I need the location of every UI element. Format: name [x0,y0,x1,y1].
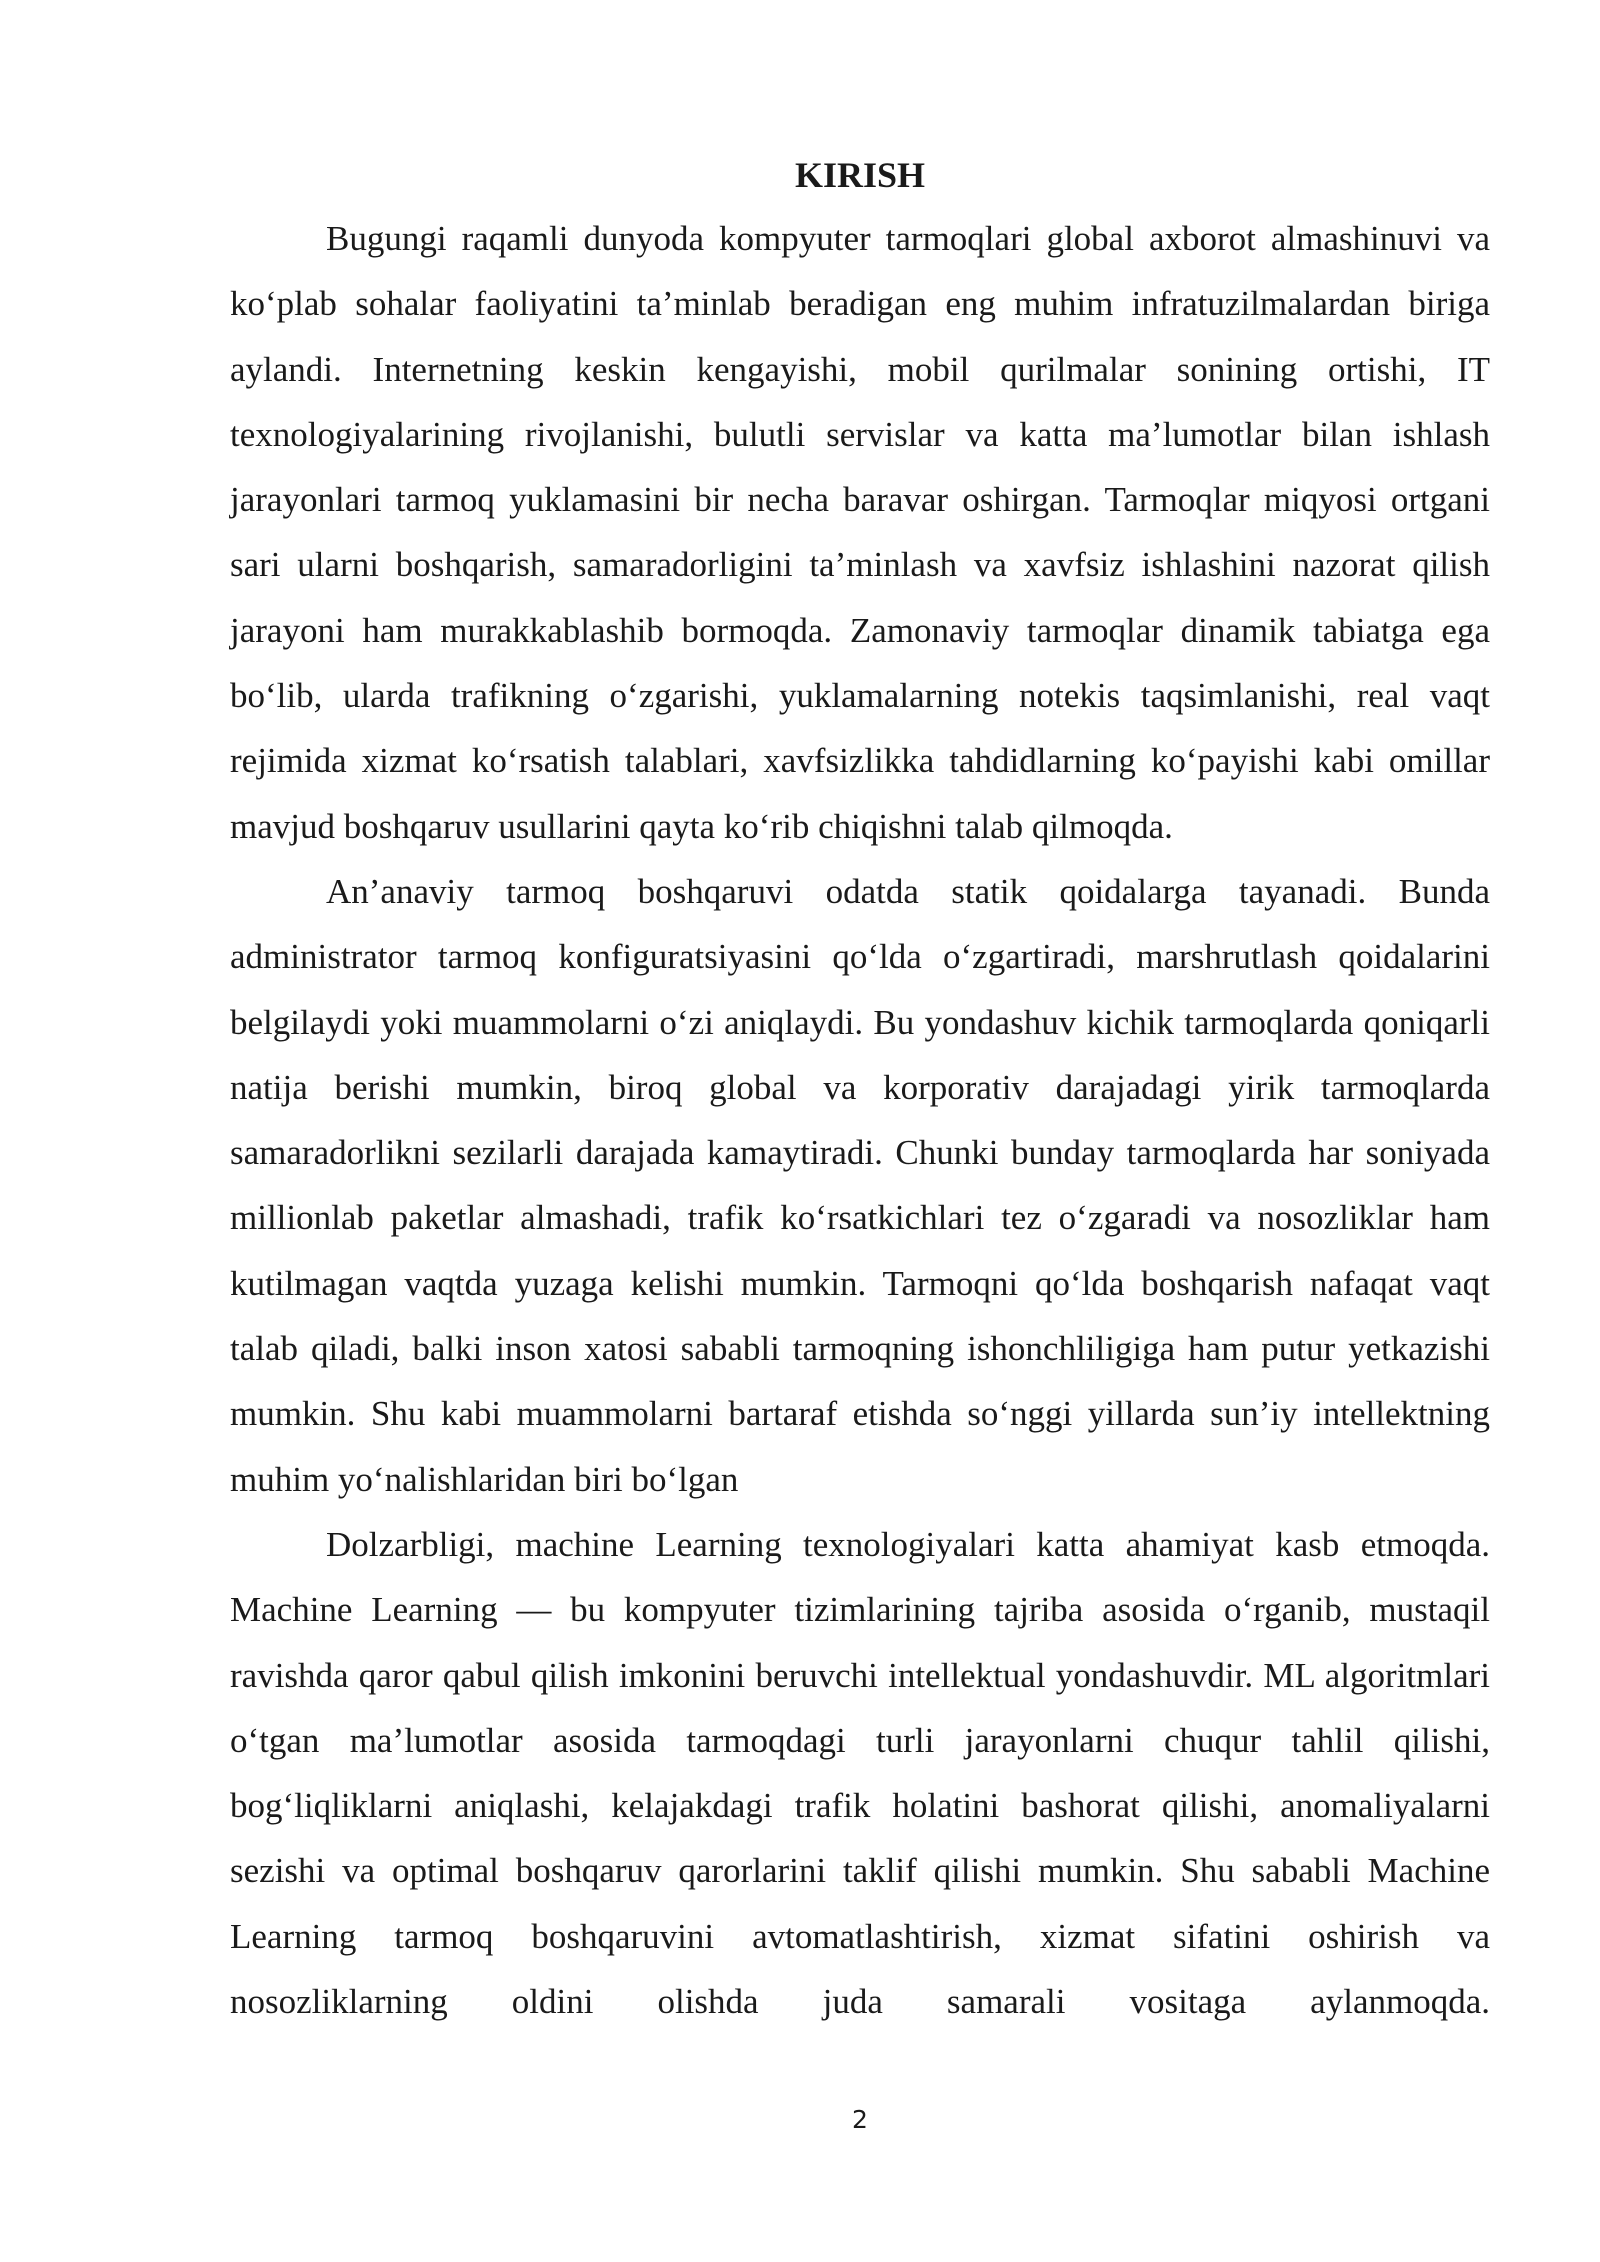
paragraph-1: Bugungi raqamli dunyoda kompyuter tarmoqlari global axborot almashinuvi va ko‘plab sohalar faoliyatini ta’minlab beradigan eng muhim infratuzilmalardan biriga aylandi. Internetning keskin kengayishi, mobil qurilmalar sonining ortishi, IT texnologiyalarining rivojlanishi, bulutli servislar va katta ma’lumotlar bilan ishlash jarayonlari tarmoq yuklamasini bir necha baravar oshirgan. Tarmoqlar miqyosi ortgani sari ularni boshqarish, samaradorligini ta’minlash va xavfsiz ishlashini nazorat qilish jarayoni ham murakkablashib bormoqda. Zamonaviy tarmoqlar dinamik tabiatga ega bo‘lib, ularda trafikning o‘zgarishi, yuklamalarning notekis taqsimlanishi, real vaqt rejimida xizmat ko‘rsatish talablari, xavfsizlikka tahdidlarning ko‘payishi kabi omillar mavjud boshqaruv usullarini qayta ko‘rib chiqishni talab qilmoqda. [230,219,1490,846]
paragraph-3: Dolzarbligi, machine Learning texnologiyalari katta ahamiyat kasb etmoqda. Machine Learning — bu kompyuter tizimlarining tajriba asosida o‘rganib, mustaqil ravishda qaror qabul qilish imkonini beruvchi intellektual yondashuvdir. ML algoritmlari o‘tgan ma’lumotlar asosida tarmoqdagi turli jarayonlarni chuqur tahlil qilishi, bog‘liqliklarni aniqlashi, kelajakdagi trafik holatini bashorat qilishi, anomaliyalarni sezishi va optimal boshqaruv qarorlarini taklif qilishi mumkin. Shu sababli Machine Learning tarmoq boshqaruvini avtomatlashtirish, xizmat sifatini oshirish va nosozliklarning oldini olishda juda samarali vositaga aylanmoqda. [230,1524,1490,2022]
body-text [230,206,1490,2034]
page-number: 2 [852,2105,868,2134]
section-title: KIRISH [794,155,926,195]
paragraph-2: An’anaviy tarmoq boshqaruvi odatda statik qoidalarga tayanadi. Bunda administrator tarmoq konfiguratsiyasini qo‘lda o‘zgartiradi, marshrutlash qoidalarini belgilaydi yoki muammolarni o‘zi aniqlaydi. Bu yondashuv kichik tarmoqlarda qoniqarli natija berishi mumkin, biroq global va korporativ darajadagi yirik tarmoqlarda samaradorlikni sezilarli darajada kamaytiradi. Chunki bunday tarmoqlarda har soniyada millionlab paketlar almashadi, trafik ko‘rsatkichlari tez o‘zgaradi va nosozliklar ham kutilmagan vaqtda yuzaga kelishi mumkin. Tarmoqni qo‘lda boshqarish nafaqat vaqt talab qiladi, balki inson xatosi sababli tarmoqning ishonchliligiga ham putur yetkazishi mumkin. Shu kabi muammolarni bartaraf etishda so‘nggi yillarda sun’iy intellektning muhim yo‘nalishlaridan biri bo‘lgan [230,871,1490,1499]
